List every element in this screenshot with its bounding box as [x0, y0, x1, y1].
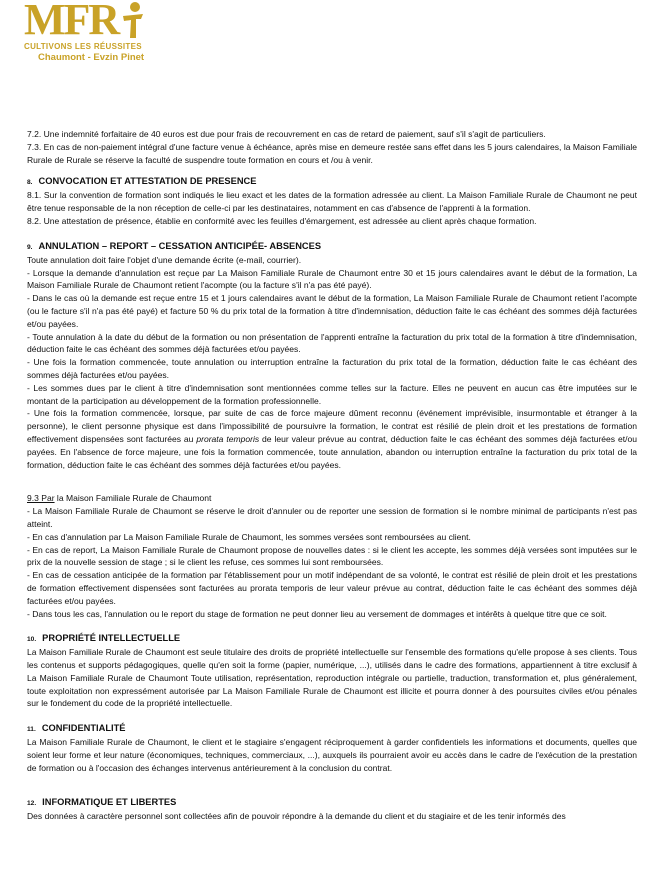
- logo-subtitle: Chaumont - Evzin Pinet: [38, 52, 145, 63]
- paragraph: - Dans tous les cas, l'annulation ou le report du stage de formation ne peut donner lieu au versement de dommages et intérêts à quelque titre que ce soit.: [27, 608, 607, 619]
- section-title: ANNULATION – REPORT – CESSATION ANTICIPÉE- ABSENCES: [38, 240, 322, 251]
- paragraph: Des données à caractère personnel sont collectées afin de pouvoir répondre à la demande du client et du stagiaire et de les tenir informés des: [27, 810, 566, 821]
- section-11-heading: [27, 722, 637, 736]
- section-title: CONFIDENTIALITÉ: [41, 723, 126, 734]
- paragraph: - En cas d'annulation par La Maison Familiale Rurale de Chaumont, les sommes versées sont remboursées au client.: [27, 531, 471, 542]
- paragraph: La Maison Familiale Rurale de Chaumont est seule titulaire des droits de propriété intellectuelle sur l'ensemble des formations qu'elle propose à ses clients. Tous les contenus et supports pédagogiques, quelle qu'en soit la forme (papier, numérique, ...), utilisés dans le cadre des formations, appartiennent à titre exclusif à La Maison Familiale Rurale de Chaumont Toute utilisation, représentation, reproduction intégrale ou partielle, traduction, transformation et, plus généralement, toute exploitation non expressément autorisée par La Maison Familiale Rurale de Chaumont est illicite et pourra donner à des poursuites civiles et/ou pénales sur le fondement du code de la propriété intellectuelle.: [27, 647, 637, 709]
- paragraph: - En cas de cessation anticipée de la formation par l'établissement pour un motif indépendant de sa volonté, le contrat est résilié de plein droit et les prestations de formation effectivement dispensées sont facturées au prorata temporis de leur valeur prévue au contrat, déduction faite le cas échéant des sommes déjà facturées et/ou payées.: [27, 570, 637, 606]
- subsection-label: 9.3 Par: [27, 493, 55, 504]
- clause-8-1: 8.1. Sur la convention de formation sont indiqués le lieu exact et les dates de la formation adressée au client. La Maison Familiale Rurale de Chaumont ne peut être tenue responsable de la non réception de celle-ci par les destinataires, notamment en cas d'absence de l'apprenti à la formation.: [27, 190, 637, 214]
- paragraph: - Toute annulation à la date du début de la formation ou non présentation de l'apprenti entraîne la facturation du prix total de la formation à titre d'indemnisation, déduction faite le cas échéant des sommes déjà facturées et/ou payées.: [27, 331, 637, 355]
- section-title: PROPRIÉTÉ INTELLECTUELLE: [42, 633, 181, 644]
- paragraph: Toute annulation doit faire l'objet d'une demande écrite (e-mail, courrier).: [27, 254, 302, 265]
- section-title: INFORMATIQUE ET LIBERTES: [42, 796, 177, 807]
- paragraph: - La Maison Familiale Rurale de Chaumont se réserve le droit d'annuler ou de reporter une session de formation si le nombre minimal de participants n'est pas atteint.: [27, 506, 637, 529]
- logo-text: MFR: [24, 0, 119, 44]
- document-body: [27, 128, 637, 822]
- paragraph: [27, 407, 637, 471]
- person-icon: [119, 0, 145, 40]
- clause-7-3: 7.3. En cas de non-paiement intégral d'une facture venue à échéance, après mise en demeure restée sans effet dans les 5 jours calendaires, la Maison Familiale Rurale de Rurale se réserve la faculté de suspendre toute formation en cours et /ou à venir.: [27, 141, 637, 165]
- paragraph: - Une fois la formation commencée, toute annulation ou interruption entraîne la facturation du prix total de la formation, déduction faite le cas échéant des sommes déjà facturées et/ou payées.: [27, 357, 637, 380]
- section-12-heading: [27, 796, 637, 810]
- section-number: 9.: [27, 243, 33, 251]
- text-run: - Une fois la formation commencée, lorsque, par suite de cas de force majeure dûment reconnu (événement imprévisible, insurmontable et étranger à la personne), le client personne physique est dans l'impossibilité de poursuivre la formation, le contrat est résilié de plein droit et les prestations de formation effectivement dispensées sont facturées au: [27, 408, 637, 444]
- section-10-heading: [27, 632, 637, 646]
- paragraph: - Les sommes dues par le client à titre d'indemnisation sont mentionnées comme telles sur la facture. Elles ne peuvent en aucun cas être imputées sur le montant de la participation au développement de la formation professionnelle.: [27, 382, 637, 406]
- paragraph: - En cas de report, La Maison Familiale Rurale de Chaumont propose de nouvelles dates : si le client les accepte, les sommes déjà versées sont imputées sur le prix de la nouvelle session de stage ; si le client les refuse, ces sommes lui sont remboursées.: [27, 544, 637, 568]
- logo-mark: [24, 0, 164, 44]
- clause-7-2: 7.2. Une indemnité forfaitaire de 40 euros est due pour frais de recouvrement en cas de retard de paiement, sauf s'il s'agit de particuliers.: [27, 129, 546, 139]
- section-9-heading: [27, 240, 637, 254]
- clause-8-2: 8.2. Une attestation de présence, établie en conformité avec les feuilles d'émargement, est adressée au client après chaque formation.: [27, 215, 537, 226]
- section-title: CONVOCATION ET ATTESTATION DE PRESENCE: [38, 176, 257, 187]
- text-run: de leur valeur prévue au contrat, déduction faite le cas échéant des sommes déjà facturées et/ou payées. En l'absence de force majeure, une fois la formation commencée, toute annulation, abandon ou interruption entraîne la facturation du prix total de la formation, déduction faite le cas échéant des sommes déjà facturées et/ou payées.: [27, 433, 638, 470]
- section-9-3-heading: [27, 492, 637, 505]
- section-number: 8.: [27, 179, 33, 187]
- logo-tagline: CULTIVONS LES RÉUSSITES: [24, 42, 142, 51]
- subsection-label-rest: la Maison Familiale Rurale de Chaumont: [54, 493, 212, 504]
- section-8-heading: [27, 175, 637, 189]
- paragraph: - Dans le cas où la demande est reçue entre 15 et 1 jours calendaires avant le début de la formation, La Maison Familiale Rurale de Chaumont retient l'acompte (ou le facture s'il n'a pas été payé) et facture 50 % du prix total de la formation à titre d'indemnisation, déduction faite le cas échéant des sommes déjà facturées et/ou payées.: [27, 293, 637, 329]
- section-number: 11.: [27, 726, 36, 734]
- section-number: 12.: [27, 799, 37, 807]
- paragraph: - Lorsque la demande d'annulation est reçue par La Maison Familiale Rurale de Chaumont entre 30 et 15 jours calendaires avant le début de la formation, La Maison Familiale Rurale de Chaumont retient l'acompte (ou la facture s'il n'a pas été payé).: [27, 267, 637, 291]
- paragraph: La Maison Familiale Rurale de Chaumont, le client et le stagiaire s'engagent réciproquement à garder confidentiels les informations et documents, quelles que soient leur forme et leur nature (économiques, techniques, commerciaux, ...), auxquels ils pourraient avoir eu accès dans le cadre de l'exécution de la prestation de formation ou à l'occasion des échanges intervenus antérieurement à la conclusion du contrat.: [27, 737, 637, 773]
- italic-text: prorata temporis: [196, 433, 260, 444]
- section-number: 10.: [27, 636, 37, 644]
- mfr-logo: [24, 0, 164, 63]
